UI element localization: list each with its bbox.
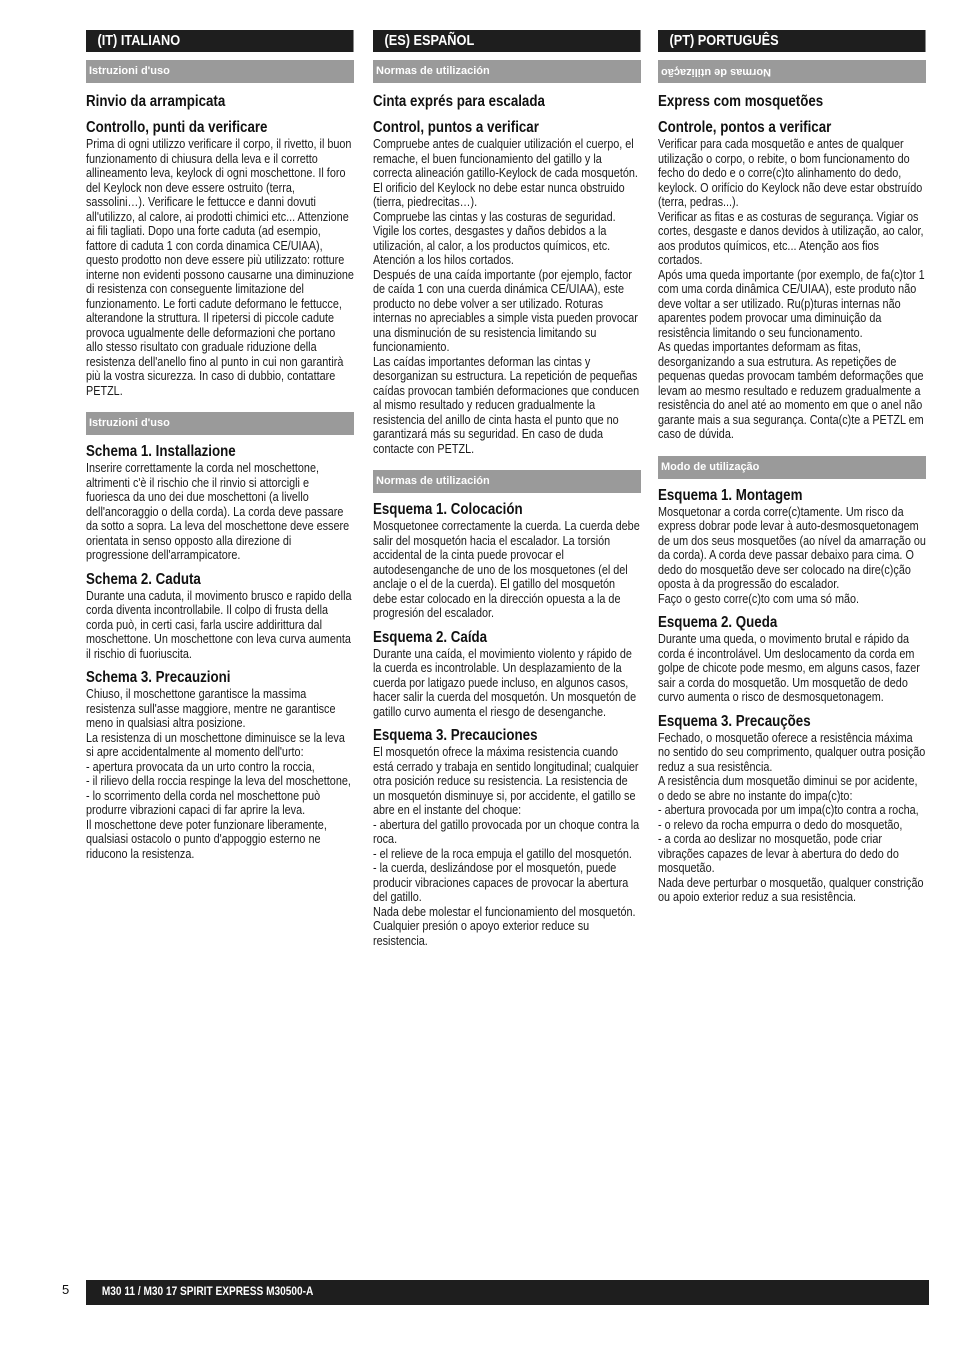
schema-3-text: - abertura del gatillo provocada por un choque contra la roca. <box>373 817 640 846</box>
content-it-2 <box>86 443 354 861</box>
schema-3-text: El mosquetón ofrece la máxima resistencia cuando está cerrado y trabaja en sentido longitudinal; cualquier otra posición reduce su resistencia. La resistencia de un mosquetón disminuye si, por accidente, el gatillo se abre en el instante del choque: <box>373 745 639 817</box>
lang-header-es <box>373 30 641 52</box>
schema-1-heading: Esquema 1. Montagem <box>658 486 803 504</box>
section-bar-it-2 <box>86 412 354 435</box>
schema-3-text: - o relevo da rocha empurra o dedo do mosquetão, <box>658 817 903 832</box>
product-title: Cinta exprés para escalada <box>373 93 545 110</box>
page-number: 5 <box>62 1282 70 1297</box>
schema-3-heading: Esquema 3. Precauções <box>658 712 811 730</box>
schema-1-text: Inserire correttamente la corda nel moschettone, altrimenti c'è il rischio che il rinvio si attorcigli e fuoriesca da uno dei due moschettoni (a livello dell'ancoraggio o della corda). La corda deve passare da sotto a sopra. La leva del moschettone deve essere orientata in senso opposto alla direzione di progressione dell'arrampicatore. <box>86 461 350 562</box>
schema-1-text: Mosquetonar a corda corre(c)tamente. Um risco da express dobrar pode levar à auto-desmosquetonagem de um dos seus mosquetões (ao nível da amarração ou da corda). A corda deve passar debaixo para cima. O dedo do mosquetão deve ser colocado na dire(c)ção oposta à da progressão do escalador. <box>658 504 926 591</box>
schema-2-heading: Esquema 2. Caída <box>373 628 488 646</box>
lang-label-it: (IT) ITALIANO <box>86 30 354 52</box>
schema-3-text: - abertura provocada por um impa(c)to contra a rocha, <box>658 803 919 817</box>
schema-3-text: - el relieve de la roca empuja el gatillo del mosquetón. <box>373 846 632 861</box>
column-espanol <box>373 30 641 948</box>
control-heading: Controle, pontos a verificar <box>658 119 832 136</box>
control-text: Verificar as fitas e as costuras de segurança. Vigiar os cortes, desgaste e danos devidos à utilização, ao calor, aos produtos químicos, etc... Atenção aos fios cortados. <box>658 209 924 267</box>
product-title: Rinvio da arrampicata <box>86 93 226 110</box>
content-pt-2 <box>658 487 926 905</box>
control-text: Após uma queda importante (por exemplo, de fa(c)tor 1 com uma corda dinâmica CE/UIAA), este produto não deve voltar a ser utilizado. Ru(p)turas internas não aparentes podem provocar uma diminuição da resistência limitando o seu funcionamento. <box>658 267 925 340</box>
section-label: Normas de utilización <box>376 475 490 487</box>
content-es-1 <box>373 93 641 456</box>
control-text: Compruebe antes de cualquier utilización el cuerpo, el remache, el buen funcionamiento del gatillo y la correcta alineación gatillo-Keylock de cada mosquetón. El orificio del Keylock no debe estar nunca obstruido (tierra, piedrecitas…). <box>373 137 638 209</box>
footer-bar <box>86 1280 929 1305</box>
content-es-2 <box>373 501 641 948</box>
schema-3-heading: Esquema 3. Precauciones <box>373 727 538 744</box>
schema-3-text: - a corda ao deslizar no mosquetão, pode criar vibrações capazes de levar à abertura do dedo do mosquetão. <box>658 832 899 875</box>
schema-1-heading: Schema 1. Installazione <box>86 443 236 460</box>
section-bar-es-1 <box>373 60 641 83</box>
control-heading: Controllo, punti da verificare <box>86 119 268 136</box>
product-title: Express com mosquetões <box>658 93 824 110</box>
control-heading: Control, puntos a verificar <box>373 119 539 136</box>
schema-3-text: - lo scorrimento della corda nel moschettone può produrre vibrazioni capaci di far aprire la leva. <box>86 788 321 817</box>
section-label: Istruzioni d'uso <box>89 417 170 429</box>
section-label-mirrored: Normas de utilização <box>661 66 772 78</box>
schema-3-text: A resistência dum mosquetão diminui se por acidente, o dedo se abre no instante do impa(c)to: <box>658 774 918 803</box>
section-bar-pt-1 <box>658 60 926 83</box>
control-text: Verificar para cada mosquetão e antes de qualquer utilização o corpo, o rebite, o bom funcionamento do fecho do dedo e o corre(c)to alinhamento do dedo, keylock. O orifício do Keylock não deve estar obstruído (terra, pedras...). <box>658 137 923 209</box>
schema-3-text: La resistenza di un moschettone diminuisce se la leva si apre accidentalmente al momento dell'urto: <box>86 730 345 759</box>
section-label: Normas de utilización <box>376 65 490 77</box>
schema-3-text: Nada debe molestar el funcionamiento del mosquetón. Cualquier presión o apoyo exterior reduce su resistencia. <box>373 904 636 948</box>
schema-1-heading: Esquema 1. Colocación <box>373 501 523 518</box>
content-it-1 <box>86 93 354 398</box>
section-bar-pt-2 <box>658 456 926 479</box>
lang-header-pt <box>658 30 926 52</box>
schema-1-text: Mosquetonee correctamente la cuerda. La cuerda debe salir del mosquetón hacia el escalador. La torsión accidental de la cinta puede provocar el autodesenganche de uno de los mosquetones (el del anclaje o el de la cuerda). El gatillo del mosquetón debe estar colocado en la dirección opuesta a la de progresión del escalador. <box>373 519 640 620</box>
lang-label-es: (ES) ESPAÑOL <box>373 30 641 52</box>
schema-2-text: Durante uma queda, o movimento brutal e rápido da corda é incontrolável. Um deslocamento da corda em golpe de chicote pode mesmo, em alguns casos, fazer sair a corda do mosquetão. Um mosquetão de dedo curvo aumenta o risco de desmosquetonagem. <box>658 632 920 704</box>
schema-3-heading: Schema 3. Precauzioni <box>86 669 231 686</box>
schema-3-text: Fechado, o mosquetão oferece a resistência máxima no sentido do seu comprimento, qualquer outra posição reduz a sua resistência. <box>658 730 926 774</box>
control-text: Prima di ogni utilizzo verificare il corpo, il rivetto, il buon funzionamento di chiusura della leva e il corretto allineamento leva, keylock di ogni moschettone. Il foro del Keylock non deve essere ostruito (terra, sassolini…). Verificare le fettucce e danni dovuti all'utilizzo, al calore, ai prodotti chimici etc... Attenzione ai fili tagliati. Dopo una forte caduta (ad esempio, fattore di caduta 1 con corda dinamica CE/UIAA), questo prodotto non deve essere più utilizzato: rotture interne non evidenti possono causarne una diminuzione di resistenza con conseguente limitazione del funzionamento. Le forti cadute deformano le fettucce, alterandone la struttura. Il ripetersi di piccole cadute provoca ugualmente delle deformazioni che portano allo stesso risultato con graduale riduzione della resistenza dell'anello fino al punto in cui non garantirà più la vostra sicurezza. In caso di dubbio, contattare PETZL. <box>86 137 354 398</box>
section-label: Istruzioni d'uso <box>89 65 170 77</box>
column-italiano <box>86 30 354 861</box>
control-text: Después de una caída importante (por ejemplo, factor de caída 1 con una cuerda dinámica CE/UIAA), este producto no debe volver a ser utilizado. Roturas internas no apreciables a simple vista pueden provocar una disminución de su resistencia limitando su funcionamiento. <box>373 267 638 354</box>
content-pt-1 <box>658 93 926 442</box>
schema-1-text: Faço o gesto corre(c)to com uma só mão. <box>658 591 860 606</box>
schema-3-text: - la cuerda, deslizándose por el mosquetón, puede producir vibraciones capaces de provocar la abertura del gatillo. <box>373 861 629 904</box>
schema-2-text: Durante una caída, el movimiento violento y rápido de la cuerda es incontrolable. Un desplazamiento de la cuerda por latigazo puede incluso, en algunos casos, hacer salir la cuerda del mosquetón. Un mosquetón de gatillo curvo aumenta el riesgo de desenganche. <box>373 646 637 719</box>
schema-2-text: Durante una caduta, il movimento brusco e rapido della corda diventa incontrollabile. Il colpo di frusta della corda può, in certi casi, farla uscire addirittura dal moschettone. Un moschettone con leva curva aumenta il rischio di fuoriuscita. <box>86 588 352 661</box>
section-bar-it-1 <box>86 60 354 83</box>
schema-3-text: Nada deve perturbar o mosquetão, qualquer constrição ou apoio exterior reduz a sua resistência. <box>658 875 924 904</box>
schema-3-text: Chiuso, il moschettone garantisce la massima resistenza sull'asse maggiore, mentre ne garantisce meno in qualsiasi altra posizione. <box>86 687 336 730</box>
schema-3-text: Il moschettone deve poter funzionare liberamente, qualsiasi ostacolo o punto d'appoggio esterno ne riducono la resistenza. <box>86 817 327 861</box>
column-portugues <box>658 30 926 905</box>
lang-header-it <box>86 30 354 52</box>
control-text: Las caídas importantes deforman las cintas y desorganizan su estructura. La repetición de pequeñas caídas provocan también deformaciones que conducen al mismo resultado y reducen gradualmente la resistencia del anillo de cinta hasta el punto que no garantizará más su seguridad. En caso de duda contacte con PETZL. <box>373 354 640 456</box>
schema-3-text: - il rilievo della roccia respinge la leva del moschettone, <box>86 774 351 788</box>
schema-2-heading: Esquema 2. Queda <box>658 614 778 631</box>
schema-3-text: - apertura provocata da un urto contro la roccia, <box>86 759 315 774</box>
control-text: Compruebe las cintas y las costuras de seguridad. Vigile los cortes, desgastes y daños debidos a la utilización, al calor, a los productos químicos, etc. Atención a los hilos cortados. <box>373 209 616 267</box>
schema-2-heading: Schema 2. Caduta <box>86 570 201 588</box>
control-text: As quedas importantes deformam as fitas, desorganizando a sua estrutura. As repetições de pequenas quedas provocam também deformações que levam ao mesmo resultado e reduzem gradualmente a resistência do anel até ao momento em que o anel não garante mais a sua segurança. Conta(c)te a PETZL em caso de dúvida. <box>658 340 924 441</box>
section-bar-es-2 <box>373 470 641 493</box>
footer-reference: M30 11 / M30 17 SPIRIT EXPRESS M30500-A <box>101 1286 314 1298</box>
section-label: Modo de utilização <box>661 460 760 473</box>
lang-label-pt: (PT) PORTUGUÊS <box>658 30 926 52</box>
